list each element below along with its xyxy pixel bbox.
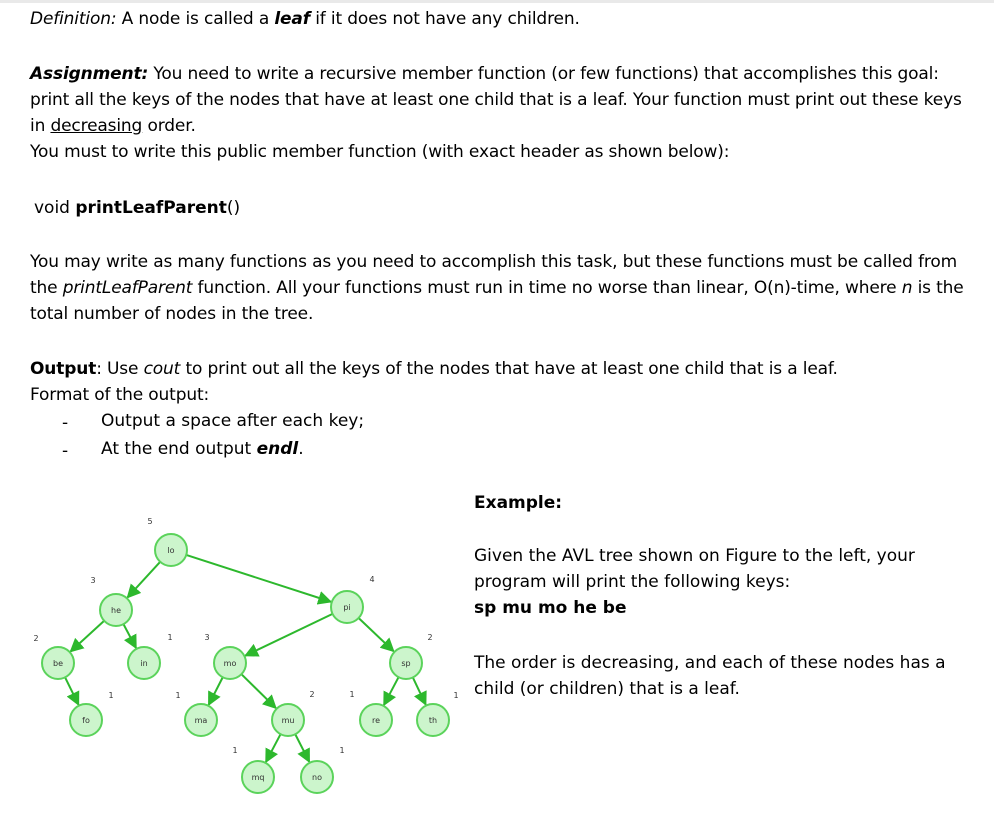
tree-node-height: 4 <box>369 575 375 584</box>
tree-node-mo <box>204 633 246 679</box>
tree-edge-lo-pi <box>186 555 331 602</box>
tree-node-height: 1 <box>453 691 459 700</box>
tree-edge-mo-ma <box>209 677 223 705</box>
tree-node-label: be <box>53 659 63 668</box>
tree-node-label: no <box>312 773 322 782</box>
tree-edge-sp-re <box>384 677 399 705</box>
tree-node-pi <box>331 575 375 623</box>
output-text: : Use <box>96 359 144 379</box>
bullet-dash-2: - <box>62 441 69 461</box>
decreasing-term: decreasing <box>50 116 143 136</box>
tree-node-fo <box>70 691 114 736</box>
tree-node-height: 2 <box>309 690 315 699</box>
tree-node-ma <box>175 691 217 736</box>
tree-edge-mu-no <box>295 734 309 762</box>
functions-note-paragraph <box>30 249 970 327</box>
tree-node-height: 2 <box>33 634 39 643</box>
tree-edge-be-fo <box>65 677 78 704</box>
assignment-text-end: order. <box>142 116 196 136</box>
tree-node-label: mo <box>223 659 237 668</box>
tree-edge-pi-sp <box>359 618 394 651</box>
tree-node-label: lo <box>167 546 175 555</box>
output-label: Output <box>30 359 97 379</box>
functions-note-n: n <box>901 278 913 298</box>
tree-node-height: 5 <box>147 517 153 526</box>
tree-edge-lo-he <box>127 562 160 598</box>
tree-node-he <box>90 576 132 626</box>
output-text2: to print out all the keys of the nodes that have at least one child that is a leaf. <box>180 359 838 379</box>
tree-edge-he-be <box>71 621 105 652</box>
definition-paragraph <box>30 6 970 32</box>
bullet-1: Output a space after each key; <box>101 411 365 431</box>
assignment-paragraph <box>30 61 970 165</box>
tree-node-label: th <box>428 716 438 725</box>
tree-node-re <box>349 690 392 736</box>
functions-note-fn: printLeafParent <box>62 278 193 298</box>
bullet-2-text: At the end output <box>101 439 257 459</box>
header-return-type: void <box>34 198 76 218</box>
example-title <box>474 490 984 516</box>
tree-node-height: 1 <box>232 746 238 755</box>
output-paragraph <box>30 356 970 408</box>
tree-node-height: 1 <box>108 691 114 700</box>
tree-edge-he-in <box>123 624 136 648</box>
tree-node-be <box>33 634 74 679</box>
tree-node-label: mq <box>251 773 265 782</box>
definition-text-end: if it does not have any children. <box>309 9 580 29</box>
tree-node-label: sp <box>401 659 411 668</box>
definition-text: A node is called a <box>116 9 275 29</box>
example-keys: sp mu mo he be <box>474 598 627 618</box>
tree-node-label: re <box>371 716 381 725</box>
tree-node-height: 3 <box>204 633 210 642</box>
example-title-text: Example: <box>474 493 563 513</box>
output-format-line: Format of the output: <box>30 385 210 405</box>
header-function-name: printLeafParent <box>75 198 227 218</box>
tree-node-label: pi <box>343 603 351 612</box>
output-cout: cout <box>143 359 181 379</box>
tree-edge-mo-mu <box>241 674 275 708</box>
tree-node-label: he <box>111 606 121 615</box>
example-p2: The order is decreasing, and each of these nodes has a child (or children) that is a leaf. <box>474 653 946 699</box>
top-border <box>0 0 994 3</box>
definition-label: Definition: <box>30 9 117 29</box>
tree-node-height: 3 <box>90 576 96 585</box>
assignment-line2: You must to write this public member function (with exact header as shown below): <box>30 142 730 162</box>
tree-node-label: mu <box>281 716 295 725</box>
example-p1-text: Given the AVL tree shown on Figure to the left, your program will print the following keys: <box>474 546 915 592</box>
bullet-2 <box>101 436 304 462</box>
header-parens: () <box>226 198 241 218</box>
functions-note-text2: function. All your functions must run in time no worse than linear, O(n)-time, where <box>192 278 902 298</box>
assignment-text: You need to write a recursive member function (or few functions) that accomplishes this goal: print all the keys of the nodes that have at least one child that is a leaf. Your function must print out these keys in <box>30 64 962 136</box>
tree-node-height: 1 <box>175 691 181 700</box>
functions-note-text3: is the total number of nodes in the tree. <box>30 278 964 324</box>
bullet-dash-1: - <box>62 413 69 433</box>
tree-node-height: 2 <box>427 633 433 642</box>
leaf-term: leaf <box>274 9 310 29</box>
bullet-2-endl: endl <box>256 439 299 459</box>
tree-node-label: fo <box>82 716 90 725</box>
tree-node-mu <box>272 690 315 736</box>
tree-node-label: ma <box>194 716 208 725</box>
tree-node-in <box>128 633 173 679</box>
example-p1 <box>474 543 984 621</box>
tree-edge-pi-mo <box>245 614 332 656</box>
bullet-2-period: . <box>298 439 304 459</box>
function-header <box>34 195 240 221</box>
tree-node-height: 1 <box>339 746 345 755</box>
tree-node-no <box>301 746 345 793</box>
assignment-label: Assignment: <box>30 64 149 84</box>
functions-note-text: You may write as many functions as you need to accomplish this task, but these functions must be called from the <box>30 252 958 298</box>
tree-edge-mu-mq <box>266 734 281 762</box>
tree-edge-sp-th <box>413 677 426 704</box>
avl-tree-figure <box>0 480 470 814</box>
tree-node-lo <box>147 517 187 566</box>
tree-node-height: 1 <box>349 690 355 699</box>
tree-node-label: in <box>140 659 148 668</box>
tree-node-mq <box>232 746 274 793</box>
tree-node-height: 1 <box>167 633 173 642</box>
tree-node-sp <box>390 633 433 679</box>
